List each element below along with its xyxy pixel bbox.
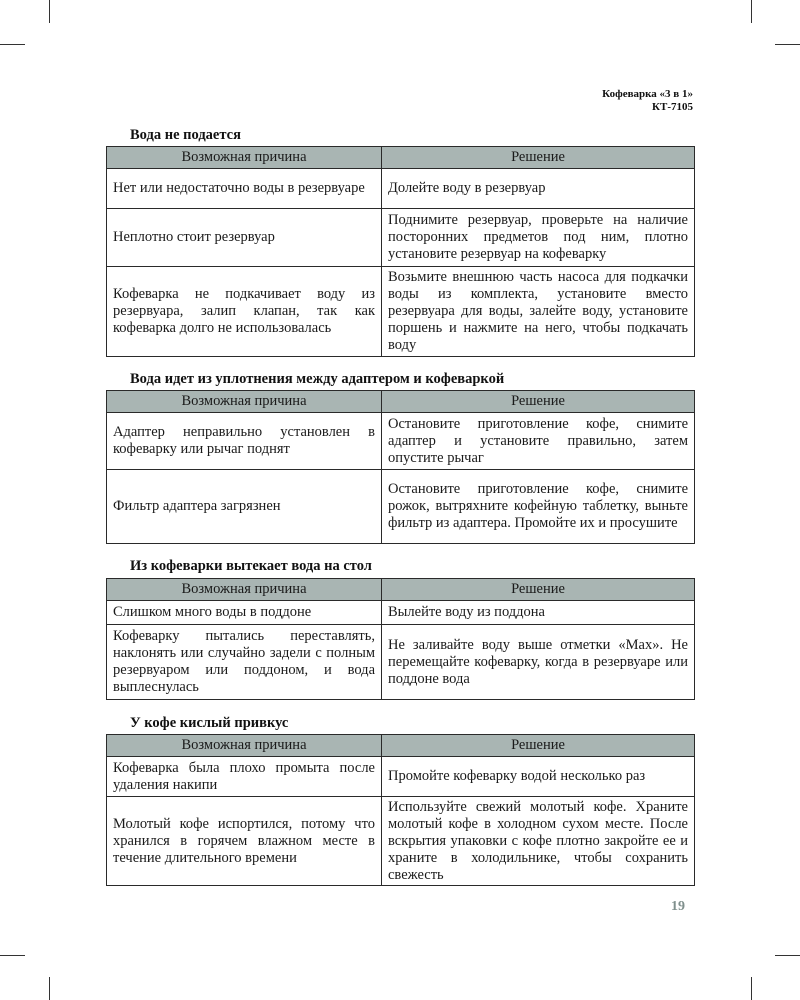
- table-row: [107, 757, 695, 797]
- cause-cell: Молотый кофе испортился, потому что хранился в горячем влажном месте в течение длительного времени: [107, 797, 382, 886]
- section-title: У кофе кислый привкус: [130, 715, 289, 731]
- column-header-solution: Решение: [382, 579, 695, 601]
- section-title: Вода не подается: [130, 127, 241, 143]
- column-header-cause: Возможная причина: [107, 391, 382, 413]
- table-header-row: [107, 735, 695, 757]
- column-header-cause: Возможная причина: [107, 579, 382, 601]
- solution-cell: Остановите приготовление кофе, снимите адаптер и установите правильно, затем опустите рычаг: [382, 413, 695, 470]
- troubleshooting-table: [106, 390, 695, 544]
- solution-cell: Не заливайте воду выше отметки «Max». Не перемещайте кофеварку, когда в резервуаре или поддоне вода: [382, 625, 695, 700]
- table-row: [107, 413, 695, 470]
- crop-mark-bottom-left-v: [49, 977, 50, 1000]
- table-row: [107, 209, 695, 267]
- cause-cell: Неплотно стоит резервуар: [107, 209, 382, 267]
- troubleshooting-table: [106, 146, 695, 357]
- section-title: Из кофеварки вытекает вода на стол: [130, 558, 372, 574]
- column-header-solution: Решение: [382, 391, 695, 413]
- solution-cell: Долейте воду в резервуар: [382, 169, 695, 209]
- cause-cell: Нет или недостаточно воды в резервуаре: [107, 169, 382, 209]
- solution-cell: Используйте свежий молотый кофе. Храните молотый кофе в холодном сухом месте. После вскрытия упаковки с кофе плотно закройте ее и храните в холодильнике, чтобы сохранить свежесть: [382, 797, 695, 886]
- crop-mark-top-right-v: [751, 0, 752, 23]
- cause-cell: Кофеварка была плохо промыта после удаления накипи: [107, 757, 382, 797]
- cause-cell: Адаптер неправильно установлен в кофеварку или рычаг поднят: [107, 413, 382, 470]
- cause-cell: Кофеварка не подкачивает воду из резервуара, залип клапан, так как кофеварка долго не использовалась: [107, 267, 382, 357]
- table-header-row: [107, 391, 695, 413]
- solution-cell: Остановите приготовление кофе, снимите рожок, вытряхните кофейную таблетку, выньте фильтр из адаптера. Промойте их и просушите: [382, 470, 695, 544]
- table-header-row: [107, 147, 695, 169]
- solution-cell: Вылейте воду из поддона: [382, 601, 695, 625]
- table-row: [107, 470, 695, 544]
- column-header-cause: Возможная причина: [107, 147, 382, 169]
- running-head-title: Кофеварка «3 в 1»: [602, 88, 693, 100]
- running-head-model: КТ-7105: [652, 101, 693, 113]
- cause-cell: Фильтр адаптера загрязнен: [107, 470, 382, 544]
- cause-cell: Слишком много воды в поддоне: [107, 601, 382, 625]
- crop-mark-top-left-h: [0, 44, 25, 45]
- solution-cell: Возьмите внешнюю часть насоса для подкачки воды из комплекта, установите вместо резервуара для воды, залейте воду, установите поршень и нажмите на него, чтобы подкачать воду: [382, 267, 695, 357]
- table-row: [107, 601, 695, 625]
- table-row: [107, 169, 695, 209]
- column-header-cause: Возможная причина: [107, 735, 382, 757]
- troubleshooting-table: [106, 578, 695, 700]
- page-number: 19: [671, 899, 685, 914]
- cause-cell: Кофеварку пытались переставлять, наклонять или случайно задели с полным резервуаром или поддоном, и вода выплеснулась: [107, 625, 382, 700]
- troubleshooting-table: [106, 734, 695, 886]
- solution-cell: Поднимите резервуар, проверьте на наличие посторонних предметов под ним, плотно установите резервуар на кофеварку: [382, 209, 695, 267]
- column-header-solution: Решение: [382, 735, 695, 757]
- table-row: [107, 267, 695, 357]
- section-title: Вода идет из уплотнения между адаптером и кофеваркой: [130, 371, 505, 387]
- table-row: [107, 625, 695, 700]
- crop-mark-top-left-v: [49, 0, 50, 23]
- crop-mark-top-right-h: [775, 44, 800, 45]
- crop-mark-bottom-right-h: [775, 955, 800, 956]
- solution-cell: Промойте кофеварку водой несколько раз: [382, 757, 695, 797]
- running-head: [602, 88, 693, 114]
- crop-mark-bottom-left-h: [0, 955, 25, 956]
- crop-mark-bottom-right-v: [751, 977, 752, 1000]
- column-header-solution: Решение: [382, 147, 695, 169]
- table-row: [107, 797, 695, 886]
- table-header-row: [107, 579, 695, 601]
